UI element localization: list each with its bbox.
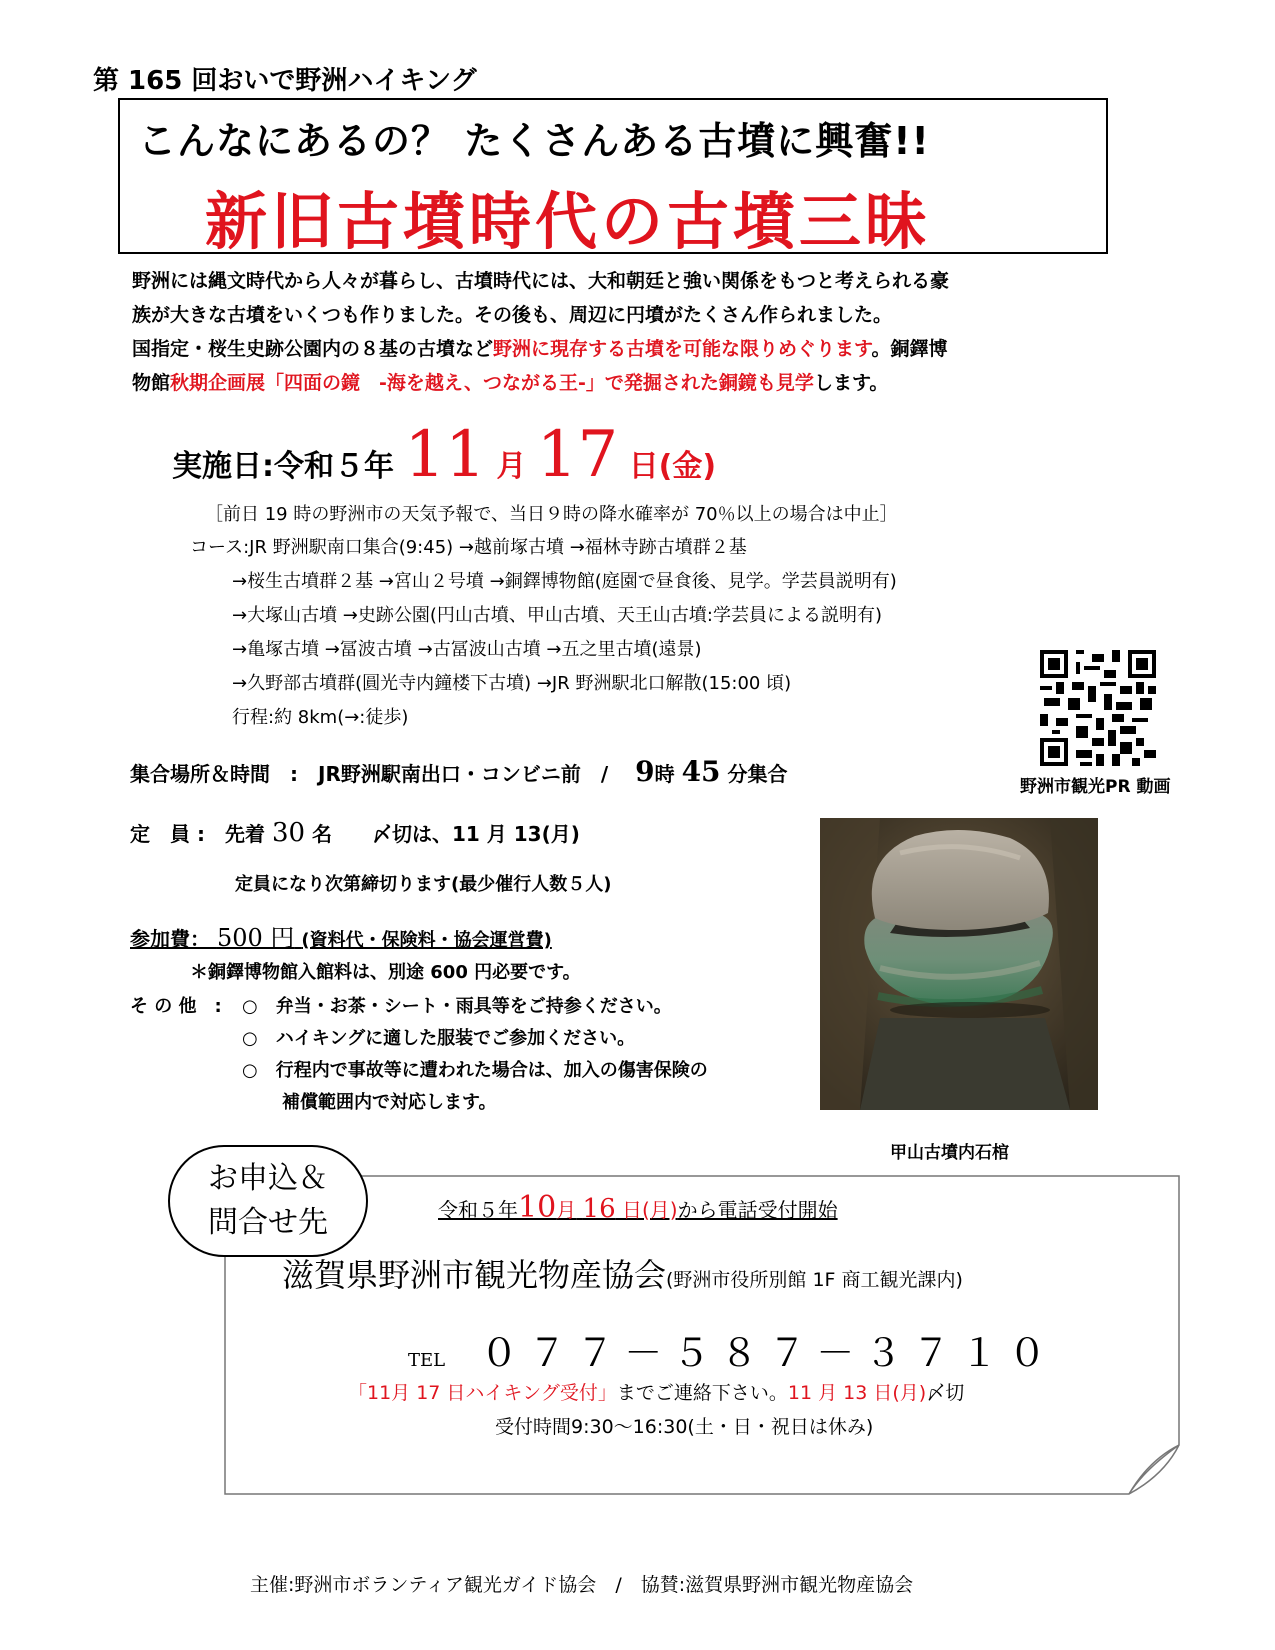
intro-l4a: 物館 — [132, 372, 171, 394]
organizer-sub: (野洲市役所別館 1F 商工観光課内) — [666, 1269, 963, 1291]
capacity-note: 定員になり次第締切ります(最少催行人数５人) — [235, 874, 612, 895]
date-month: 11 — [404, 418, 486, 492]
main-title: 新旧古墳時代の古墳三昧 — [205, 185, 932, 258]
course-line-5: →久野部古墳群(圓光寺内鐘楼下古墳) →JR 野洲駅北口解散(15:00 頃) — [232, 673, 792, 694]
telephone — [408, 1322, 1056, 1377]
contact-bubble — [168, 1145, 368, 1257]
reception-hours: 受付時間9:30～16:30(土・日・祝日は休み) — [495, 1416, 874, 1438]
course-line-4: →亀塚古墳 →冨波古墳 →古冨波山古墳 →五之里古墳(遠景) — [232, 639, 702, 660]
fee-amount: 500 円 — [216, 924, 295, 952]
contact-note — [348, 1378, 964, 1405]
fee-label: 参加費： — [130, 927, 210, 951]
weather-note: ［前日 19 時の野洲市の天気予報で、当日９時の降水確率が 70％以上の場合は中止］ — [205, 504, 898, 525]
note-b: までご連絡下さい。 — [616, 1382, 788, 1404]
qr-caption: 野洲市観光PR 動画 — [1020, 777, 1171, 797]
intro-line-2: 族が大きな古墳をいくつも作りました。その後も、周辺に円墳がたくさん作られました。 — [132, 304, 893, 326]
start-month-unit: 月 — [556, 1198, 577, 1222]
start-prefix: 令和５年 — [438, 1198, 518, 1222]
start-dow: 日(月) — [622, 1198, 678, 1222]
fee — [130, 918, 552, 953]
other-item-1: ○ 弁当・お茶・シート・雨具等をご持参ください。 — [242, 996, 672, 1017]
meeting-minute-unit: 分集合 — [727, 762, 788, 786]
meeting-info — [130, 755, 788, 788]
start-post: から電話受付開始 — [677, 1198, 838, 1222]
intro-l4c: します。 — [813, 372, 889, 394]
phone-start — [438, 1190, 838, 1225]
qr-code-icon[interactable] — [1040, 650, 1156, 766]
series-title: 第 165 回おいで野洲ハイキング — [93, 66, 477, 96]
meeting-label: 集合場所＆時間 : JR野洲駅南出口・コンビニ前 / — [130, 762, 629, 786]
other-item-2: ○ ハイキングに適した服装でご参加ください。 — [242, 1028, 636, 1049]
date-label: 実施日:令和５年 — [172, 449, 394, 484]
fee-note: ＊銅鐸博物館入館料は、別途 600 円必要です。 — [190, 962, 581, 983]
headline: こんなにあるの？ たくさんある古墳に興奮!! — [138, 119, 930, 163]
tel-number[interactable]: ０７７－５８７－３７１０ — [480, 1331, 1057, 1375]
meeting-hour: 9 — [635, 755, 655, 788]
note-d: 〆切 — [926, 1382, 965, 1404]
note-c: 11 月 13 日(月) — [787, 1382, 927, 1404]
footer-sponsors: 主催:野洲市ボランティア観光ガイド協会 / 協賛:滋賀県野洲市観光物産協会 — [250, 1574, 914, 1596]
start-day: 16 — [582, 1194, 616, 1224]
course-line-1: コース:JR 野洲駅南口集合(9:45) →越前塚古墳 →福林寺跡古墳群２基 — [190, 537, 747, 558]
intro-l4b: 秋期企画展「四面の鏡 -海を越え、つながる王-」で発掘された銅鏡も見学 — [170, 372, 814, 394]
capacity-unit: 名 〆切は、11 月 13(月) — [312, 822, 580, 846]
organizer-name: 滋賀県野洲市観光物産協会 — [282, 1256, 667, 1294]
intro-l3a: 国指定・桜生史跡公園内の８基の古墳など — [132, 338, 494, 360]
date-day-unit: 日(金) — [628, 449, 717, 484]
capacity — [130, 818, 580, 848]
other-item-4: 補償範囲内で対応します。 — [282, 1092, 497, 1113]
course-line-2: →桜生古墳群２基 →宮山２号墳 →銅鐸博物館(庭園で昼食後、見学。学芸員説明有) — [232, 571, 897, 592]
intro-line-3 — [132, 332, 1122, 366]
stone-coffin-photo — [820, 818, 1098, 1110]
meeting-hour-unit: 時 — [654, 762, 675, 786]
other-item-3: ○ 行程内で事故等に遭われた場合は、加入の傷害保険の — [242, 1060, 708, 1081]
capacity-label: 定 員 : 先着 — [130, 822, 265, 846]
intro-line-1: 野洲には縄文時代から人々が暮らし、古墳時代には、大和朝廷と強い関係をもつと考えられる豪 — [132, 270, 950, 292]
photo-caption: 甲山古墳内石棺 — [890, 1143, 1009, 1163]
note-a: 「11月 17 日ハイキング受付」 — [348, 1382, 617, 1404]
meeting-minute: 45 — [681, 755, 721, 788]
bubble-line-2: 問合せ先 — [208, 1205, 328, 1240]
capacity-number: 30 — [271, 818, 306, 848]
intro-l3b: 野洲に現存する古墳を可能な限りめぐります — [493, 338, 872, 360]
fee-detail: (資料代・保険料・協会運営費) — [301, 930, 552, 951]
date-day: 17 — [536, 418, 619, 492]
intro-text — [132, 264, 1122, 400]
event-date — [172, 418, 716, 492]
course-line-6: 行程:約 8km(→:徒歩) — [232, 707, 409, 728]
intro-line-4 — [132, 366, 1122, 400]
intro-l3c: 。銅鐸博 — [871, 338, 948, 360]
other-label: そ の 他 : — [130, 996, 222, 1017]
bubble-line-1: お申込＆ — [208, 1161, 328, 1196]
tel-label: TEL — [408, 1350, 446, 1371]
course-line-3: →大塚山古墳 →史跡公園(円山古墳、甲山古墳、天王山古墳:学芸員による説明有) — [232, 605, 882, 626]
start-month: 10 — [518, 1190, 557, 1225]
date-month-unit: 月 — [496, 449, 527, 484]
organizer — [282, 1250, 963, 1296]
